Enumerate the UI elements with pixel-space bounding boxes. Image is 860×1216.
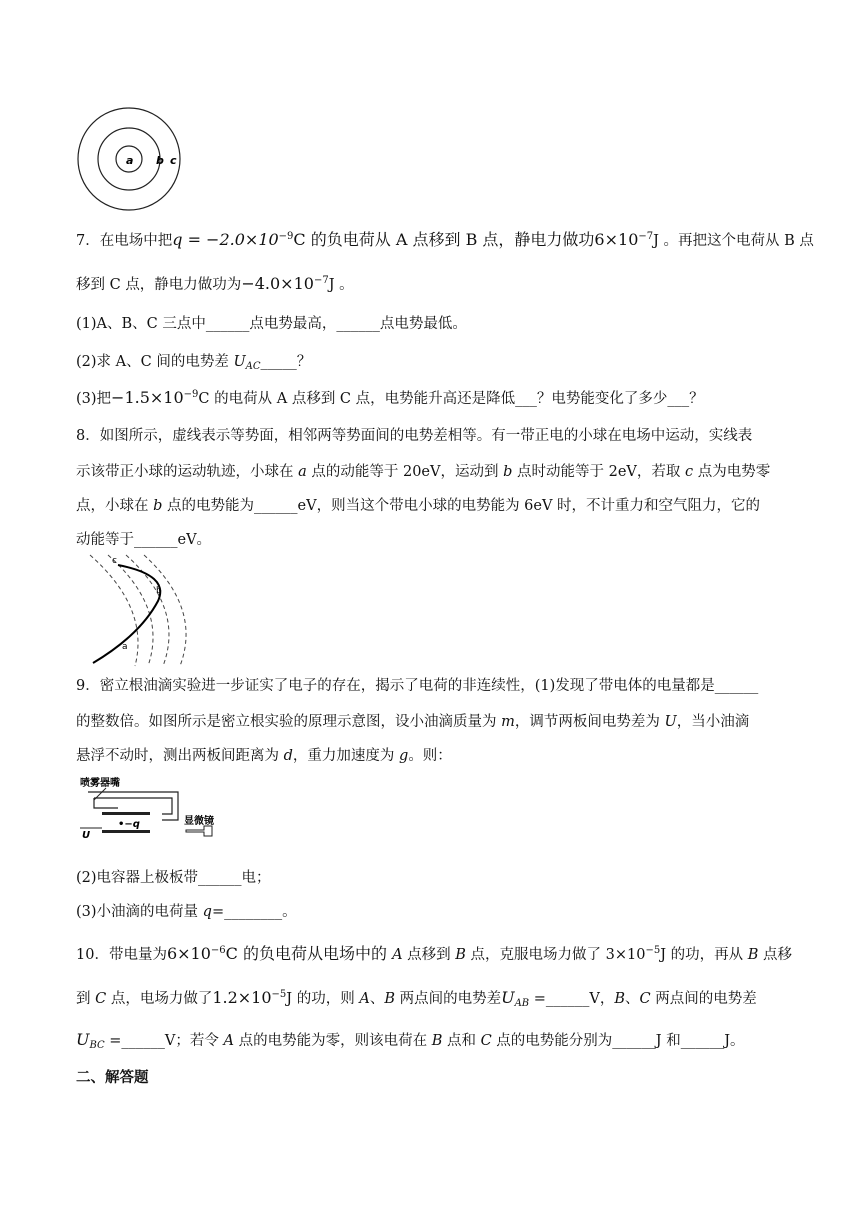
ring-label-b: b (156, 154, 164, 167)
q9-line-2: 的整数倍。如图所示是密立根实验的原理示意图，设小油滴质量为 m，调节两板间电势差为 U，当小油滴 (76, 714, 750, 730)
ring-label-a: a (126, 154, 134, 167)
q9-part-2: (2)电容器上极板带______电； (76, 870, 271, 886)
oil-drop-label: •−q (118, 819, 140, 830)
ring-label-c: c (170, 154, 177, 167)
q10-line-2: 到 C 点，电场力做了$1.2\times 10^{-5}J$ 的功，则 A、B 两点间的电势差$U_{AB}$ =______V，B、C 两点间的电势差 (76, 988, 757, 1009)
q9-line-3: 悬浮不动时，测出两板间距离为 d，重力加速度为 g。则： (76, 748, 452, 764)
u-label: U (82, 830, 91, 841)
q7-line-1: 7．在电场中把$q = -2.0\times 10^{-9}C$ 的负电荷从 A 点移到 B 点，静电力做功$6\times 10^{-7}J$ 。再把这个电荷从 B 点 (76, 230, 814, 249)
q7-part-2: (2)求 A、C 间的电势差 $U_{AC}\_\_\_\_\_$？ (76, 354, 312, 372)
trajectory-label-a: a (122, 642, 128, 652)
nozzle-label: 喷雾器嘴 (80, 778, 120, 789)
trajectory-label-b: b (156, 586, 162, 596)
upper-plate (102, 812, 150, 815)
q9-part-3: (3)小油滴的电荷量 q=________。 (76, 904, 297, 920)
chamber-outline (88, 792, 178, 820)
q7-part-1: (1)A、B、C 三点中______点电势最高，______点电势最低。 (76, 316, 467, 332)
q10-line-1: 10．带电量为$6\times 10^{-6}C$ 的负电荷从电场中的 A 点移到 B 点，克服电场力做了 $3\times 10^{-5}J$ 的功，再从 B 点移 (76, 944, 793, 963)
q8-line-2: 示该带正小球的运动轨迹，小球在 a 点的动能等于 20eV，运动到 b 点时动能等于 2eV，若取 c 点为电势零 (76, 464, 771, 480)
q8-line-4: 动能等于______eV。 (76, 532, 212, 548)
chamber-inner (94, 798, 172, 814)
trajectory-label-c: c (112, 556, 117, 566)
q8-line-3: 点，小球在 b 点的电势能为______eV，则当这个带电小球的电势能为 6eV 时，不计重力和空气阻力，它的 (76, 498, 761, 514)
q7-part-3: (3)把$-1.5\times 10^{-9}C$ 的电荷从 A 点移到 C 点，电势能升高还是降低___？电势能变化了多少___？ (76, 388, 704, 407)
q10-line-3: $U_{BC}$ =______V；若令 A 点的电势能为零，则该电荷在 B 点和 C 点的电势能分别为______J 和______J。 (76, 1030, 745, 1051)
nozzle-tube (94, 798, 118, 808)
section-2-heading: 二、解答题 (76, 1070, 149, 1086)
q9-line-1: 9．密立根油滴实验进一步证实了电子的存在，揭示了电荷的非连续性，(1)发现了带电体的电量都是______ (76, 678, 759, 694)
millikan-apparatus-figure (78, 774, 228, 840)
lower-plate (102, 830, 150, 833)
concentric-rings-figure (76, 106, 186, 216)
microscope-label: 显微镜 (184, 816, 214, 827)
q8-line-1: 8．如图所示，虚线表示等势面，相邻两等势面间的电势差相等。有一带正电的小球在电场中运动，实线表 (76, 428, 753, 444)
equipotential-trajectory-figure (80, 553, 200, 668)
equipotential-arc-3 (126, 555, 169, 666)
microscope-icon (186, 826, 212, 836)
equipotential-arc-4 (144, 555, 186, 666)
q7-line-2: 移到 C 点，静电力做功为$-4.0\times 10^{-7}J$ 。 (76, 274, 354, 293)
